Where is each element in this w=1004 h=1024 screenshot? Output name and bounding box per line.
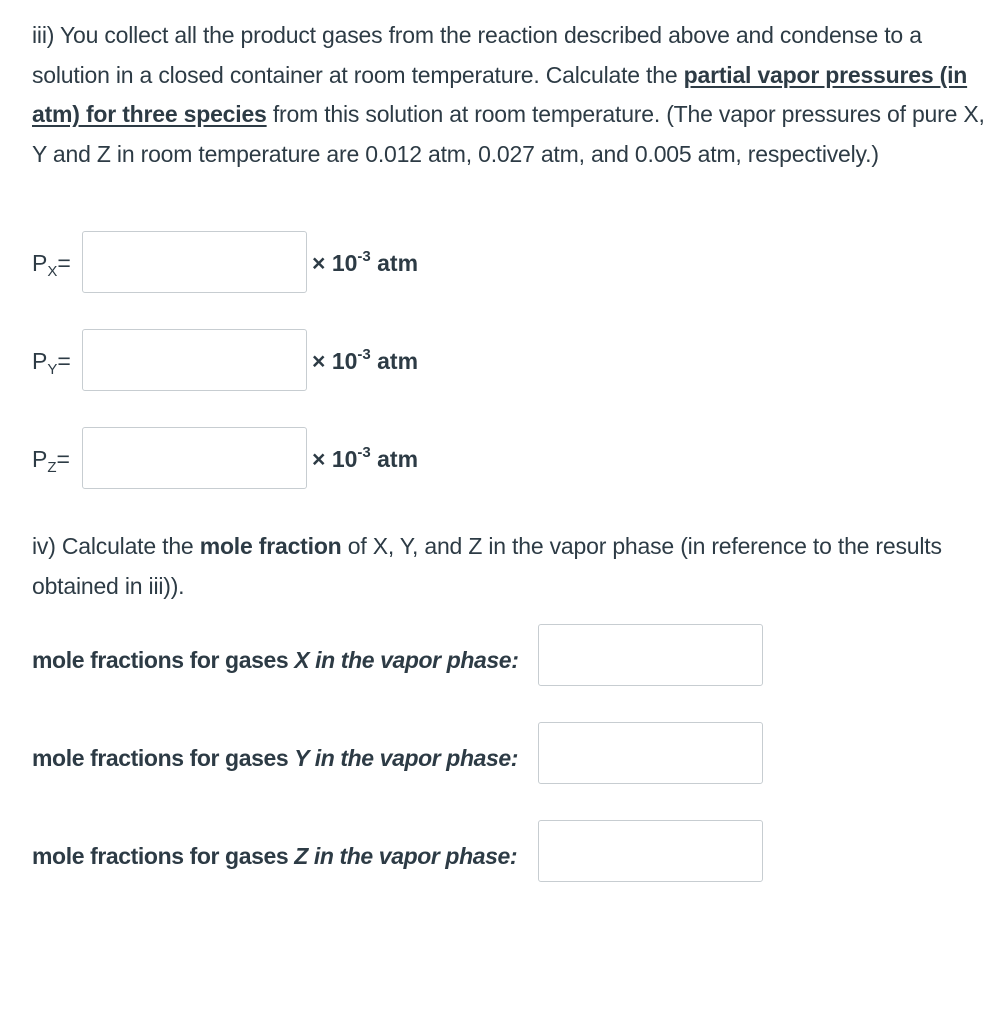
question-iv-intro: iv) Calculate the	[32, 533, 200, 559]
question-iv-text	[32, 527, 982, 606]
pressure-unit-z: × $10^{-3}$ atm	[312, 444, 419, 472]
mole-fraction-y-input[interactable]	[538, 722, 763, 784]
question-iv-details: of X, Y, and Z in the vapor phase (in reference to the results obtained in iii)).	[32, 533, 942, 599]
pressure-label-x: $P_X=$	[32, 250, 71, 280]
mole-fraction-label-z: mole fractions for gases Z in the vapor phase:	[32, 843, 518, 869]
pressure-label-y: $P_Y=$	[32, 348, 71, 378]
question-iii-details: from this solution at room temperature. (The vapor pressures of pure X, Y and Z in room temperature are 0.012 atm, 0.027 atm, and 0.005 atm, respectively.)	[32, 101, 985, 167]
pressure-x-input[interactable]	[82, 231, 307, 293]
mole-fraction-row-z	[32, 820, 772, 882]
pressure-z-input[interactable]	[82, 427, 307, 489]
question-iii-emphasis: partial vapor pressures (in atm) for three species	[32, 61, 968, 127]
mole-fraction-label-x: mole fractions for gases X in the vapor phase:	[32, 647, 519, 673]
question-iv-emphasis: mole fraction	[199, 533, 342, 559]
mole-fraction-x-input[interactable]	[538, 624, 763, 686]
mole-fraction-label-y: mole fractions for gases Y in the vapor phase:	[32, 745, 519, 771]
mole-fraction-row-y	[32, 722, 772, 784]
mole-fraction-row-x	[32, 624, 772, 686]
pressure-y-input[interactable]	[82, 329, 307, 391]
pressure-label-z: $P_Z=$	[32, 446, 70, 476]
question-iii-intro: iii) You collect all the product gases from the reaction described above and condense to a solution in a closed container at room temperature. Calculate the	[32, 22, 922, 88]
pressure-unit-x: × $10^{-3}$ atm	[312, 248, 419, 276]
question-iii-text	[32, 16, 992, 174]
pressure-unit-y: × $10^{-3}$ atm	[312, 346, 419, 374]
mole-fraction-z-input[interactable]	[538, 820, 763, 882]
